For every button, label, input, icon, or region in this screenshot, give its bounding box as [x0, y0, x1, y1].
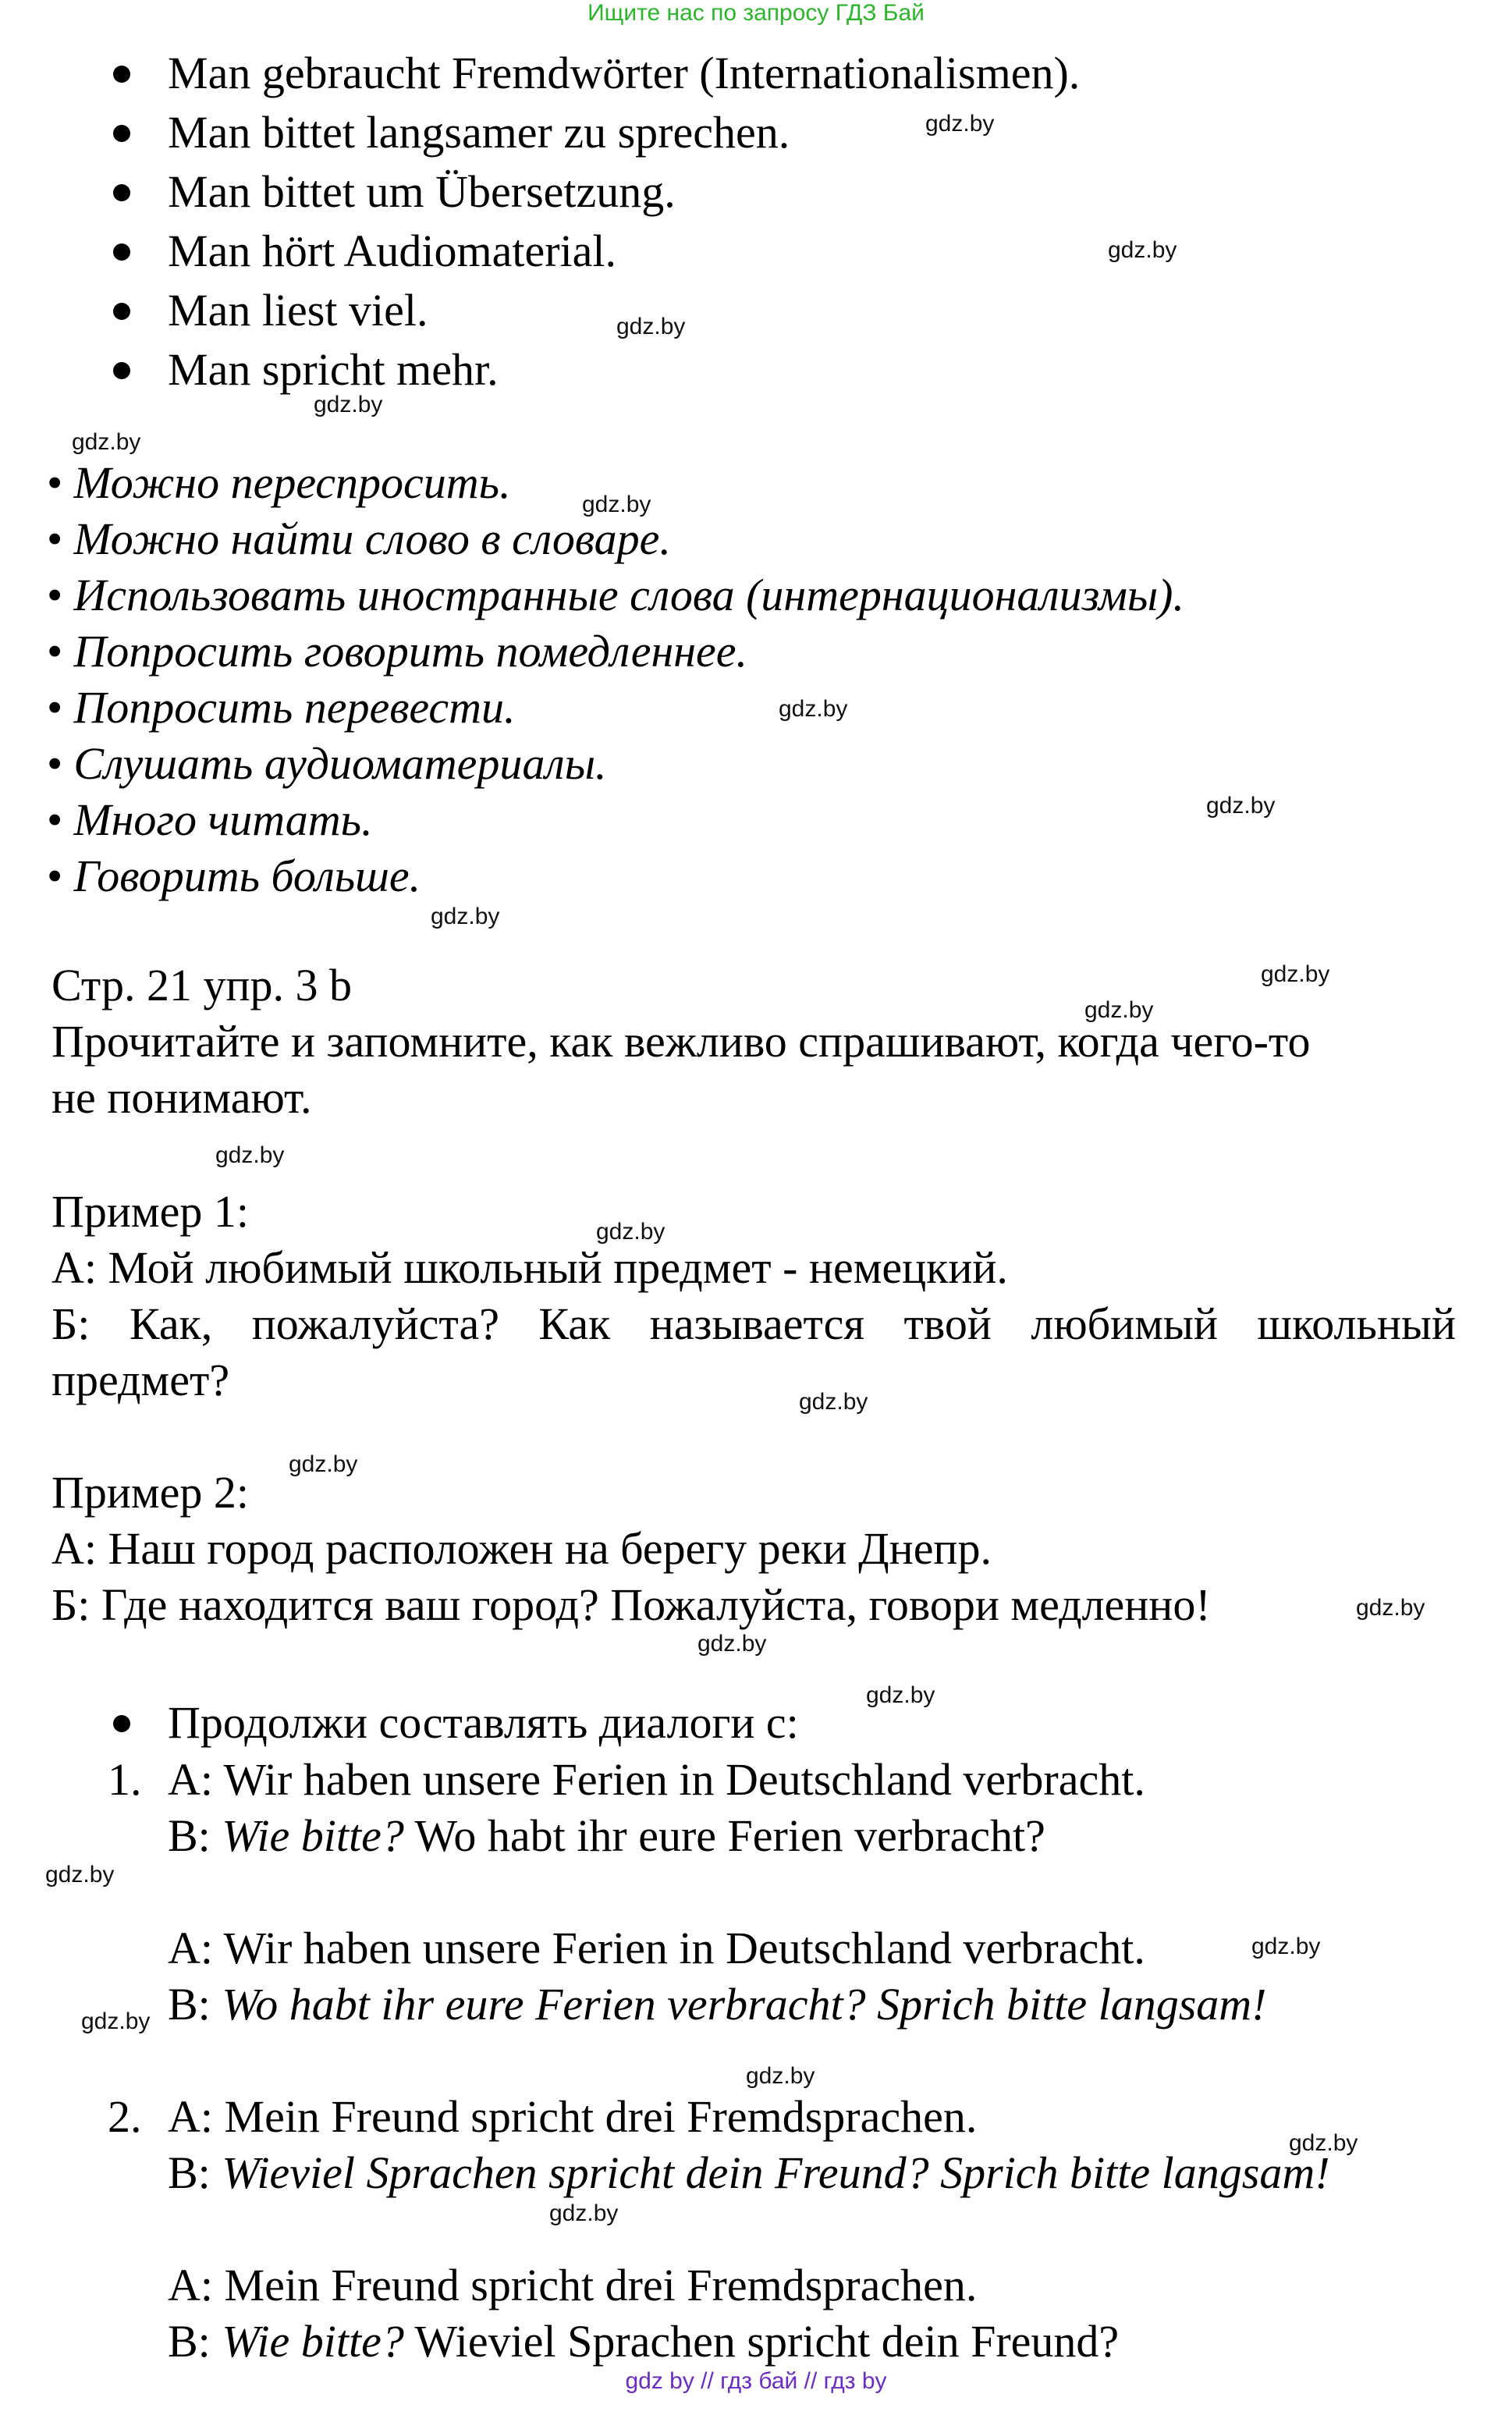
- bullet-dot-icon: [113, 184, 130, 201]
- watermark: gdz.by: [72, 429, 141, 455]
- page-footer: gdz by // гдз бай // гдз by: [625, 2368, 887, 2394]
- watermark: gdz.by: [596, 1219, 665, 1245]
- watermark: gdz.by: [1084, 997, 1154, 1023]
- italic-phrase: Wie bitte?: [222, 2316, 404, 2367]
- list-item: Man bittet langsamer zu sprechen.: [168, 107, 790, 158]
- watermark: gdz.by: [549, 2200, 619, 2226]
- bullet-dot-icon: [113, 66, 130, 83]
- dialog2-line-a2: A: Mein Freund spricht drei Fremdsprachen.: [168, 2260, 978, 2310]
- bullet-dot-icon: [113, 1715, 130, 1732]
- example1-label: Пример 1:: [51, 1186, 249, 1237]
- watermark: gdz.by: [697, 1631, 767, 1657]
- watermark: gdz.by: [1289, 2130, 1358, 2156]
- watermark: gdz.by: [866, 1682, 935, 1708]
- dialog2-line-b2: [168, 2316, 1119, 2367]
- speaker-prefix: B:: [168, 2316, 222, 2367]
- example1-line-a: А: Мой любимый школьный предмет - немецкий.: [51, 1242, 1008, 1293]
- dialog1-line-b2: [168, 1979, 1267, 2030]
- bullet-glyph: •: [47, 513, 63, 564]
- speaker-prefix: B:: [168, 2147, 222, 2198]
- list-item: Man spricht mehr.: [168, 344, 499, 395]
- exercise-instruction-line2: не понимают.: [51, 1072, 312, 1123]
- dialog1-line-a2: A: Wir haben unsere Ferien in Deutschland verbracht.: [168, 1923, 1145, 1973]
- list-item: Слушать аудиоматериалы.: [73, 738, 607, 789]
- dialog1-line-b1: [168, 1810, 1045, 1862]
- plain-phrase: Wieviel Sprachen spricht dein Freund?: [403, 2316, 1120, 2367]
- watermark: gdz.by: [431, 904, 500, 929]
- dialog2-line-b1: [168, 2147, 1330, 2199]
- exercise-instruction-line1: Прочитайте и запомните, как вежливо спрашивают, когда чего-то: [51, 1016, 1311, 1067]
- bullet-glyph: •: [47, 794, 63, 845]
- list-item: Man bittet um Übersetzung.: [168, 166, 676, 217]
- bullet-glyph: •: [47, 851, 63, 901]
- list-item: Man liest viel.: [168, 285, 428, 336]
- exercise-reference: Стр. 21 упр. 3 b: [51, 960, 353, 1010]
- watermark: gdz.by: [779, 696, 848, 722]
- list-item: Можно переспросить.: [73, 457, 511, 508]
- list-item: Man hört Audiomaterial.: [168, 226, 617, 276]
- italic-phrase: Wo habt ihr eure Ferien verbracht? Sprich bitte langsam!: [222, 1979, 1267, 2030]
- example2-label: Пример 2:: [51, 1467, 249, 1518]
- watermark: gdz.by: [582, 492, 651, 517]
- bullet-glyph: •: [47, 457, 63, 508]
- dialog1-number: 1.: [108, 1754, 142, 1805]
- speaker-prefix: B:: [168, 1979, 222, 2030]
- list-item: Много читать.: [73, 794, 373, 845]
- bullet-glyph: •: [47, 570, 63, 620]
- bullet-glyph: •: [47, 738, 63, 789]
- dialog1-line-a1: A: Wir haben unsere Ferien in Deutschland verbracht.: [168, 1754, 1145, 1805]
- task-instruction: Продолжи составлять диалоги с:: [168, 1697, 799, 1748]
- speaker-prefix: B:: [168, 1810, 222, 1861]
- list-item: Использовать иностранные слова (интернационализмы).: [73, 570, 1184, 620]
- bullet-dot-icon: [113, 362, 130, 379]
- watermark: gdz.by: [1206, 793, 1276, 819]
- list-item: Можно найти слово в словаре.: [73, 513, 671, 564]
- watermark: gdz.by: [314, 392, 383, 417]
- page-header-banner: Ищите нас по запросу ГДЗ Бай: [587, 0, 925, 26]
- dialog2-line-a1: A: Mein Freund spricht drei Fremdsprachen.: [168, 2091, 978, 2142]
- watermark: gdz.by: [925, 111, 995, 137]
- watermark: gdz.by: [289, 1451, 358, 1477]
- watermark: gdz.by: [616, 314, 686, 339]
- watermark: gdz.by: [1261, 961, 1330, 987]
- example1-line-b2: предмет?: [51, 1355, 230, 1405]
- watermark: gdz.by: [1356, 1595, 1425, 1621]
- list-item: Говорить больше.: [73, 851, 421, 901]
- example2-line-a: А: Наш город расположен на берегу реки Днепр.: [51, 1523, 992, 1574]
- watermark: gdz.by: [81, 2008, 151, 2034]
- watermark: gdz.by: [1251, 1934, 1321, 1959]
- bullet-glyph: •: [47, 682, 63, 733]
- plain-phrase: Wo habt ihr eure Ferien verbracht?: [403, 1810, 1045, 1861]
- list-item: Попросить говорить помедленнее.: [73, 626, 747, 677]
- bullet-glyph: •: [47, 626, 63, 677]
- list-item: Попросить перевести.: [73, 682, 516, 733]
- watermark: gdz.by: [215, 1142, 285, 1168]
- bullet-dot-icon: [113, 303, 130, 320]
- example1-line-b1: Б: Как, пожалуйста? Как называется твой любимый школьный: [51, 1298, 1456, 1349]
- watermark: gdz.by: [799, 1389, 868, 1415]
- watermark: gdz.by: [746, 2063, 815, 2089]
- bullet-dot-icon: [113, 243, 130, 261]
- italic-phrase: Wie bitte?: [222, 1810, 404, 1861]
- watermark: gdz.by: [1108, 237, 1177, 263]
- dialog2-number: 2.: [108, 2091, 142, 2142]
- watermark: gdz.by: [45, 1862, 115, 1888]
- italic-phrase: Wieviel Sprachen spricht dein Freund? Sprich bitte langsam!: [222, 2147, 1330, 2198]
- example2-line-b: Б: Где находится ваш город? Пожалуйста, говори медленно!: [51, 1579, 1211, 1630]
- list-item: Man gebraucht Fremdwörter (Internationalismen).: [168, 48, 1081, 98]
- bullet-dot-icon: [113, 125, 130, 142]
